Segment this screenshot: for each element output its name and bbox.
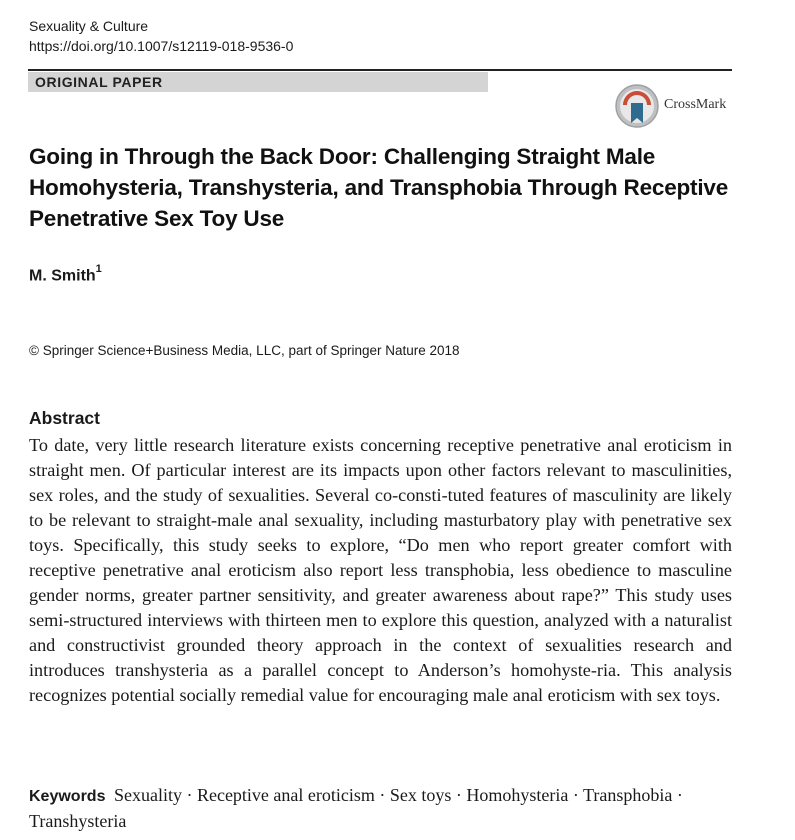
keywords-label: Keywords — [29, 788, 106, 805]
abstract-body: To date, very little research literature exists concerning receptive penetrative anal eroticism in straight men. Of particular interest are its impacts upon other factors relevant to masculinities, sex roles, and the study of sexualities. Several co-consti-tuted features of masculinity are likely to be relevant to straight-male anal sexuality, including masturbatory play with penetrative sex toys. Specifically, this study seeks to explore, “Do men who report greater comfort with receptive penetrative anal eroticism also report less transphobia, less obedience to masculine gender norms, greater partner sensitivity, and greater awareness about rape?” This study uses semi-structured interviews with thirteen men to explore this question, analyzed with a naturalist and constructivist grounded theory approach in the context of sexualities research and introduces transhysteria as a parallel concept to Anderson’s homohyste-ria. This analysis recognizes potential socially remedial value for encouraging male anal eroticism with sex toys. — [29, 435, 732, 705]
author-line — [29, 265, 102, 285]
affiliation-mark[interactable]: 1 — [95, 263, 102, 275]
crossmark-label: CrossMark — [664, 97, 727, 112]
doi-link[interactable]: https://doi.org/10.1007/s12119-018-9536-0 — [29, 38, 294, 54]
paper-type-label: ORIGINAL PAPER — [28, 72, 488, 92]
crossmark-badge[interactable] — [614, 83, 732, 129]
article-title: Going in Through the Back Door: Challenging Straight Male Homohysteria, Transhysteria, and Transphobia Through Receptive Penetrative Sex Toy Use — [29, 144, 729, 231]
header-rule — [28, 69, 732, 71]
keywords-list: Sexuality · Receptive anal eroticism · Sex toys · Homohysteria · Transphobia · Transhysteria — [29, 785, 683, 831]
copyright-notice: © Springer Science+Business Media, LLC, part of Springer Nature 2018 — [29, 343, 460, 358]
abstract-heading: Abstract — [29, 408, 100, 428]
journal-name: Sexuality & Culture — [29, 18, 149, 34]
crossmark-icon — [614, 83, 660, 129]
author-name: M. Smith — [29, 267, 96, 285]
keywords-line — [29, 783, 729, 834]
